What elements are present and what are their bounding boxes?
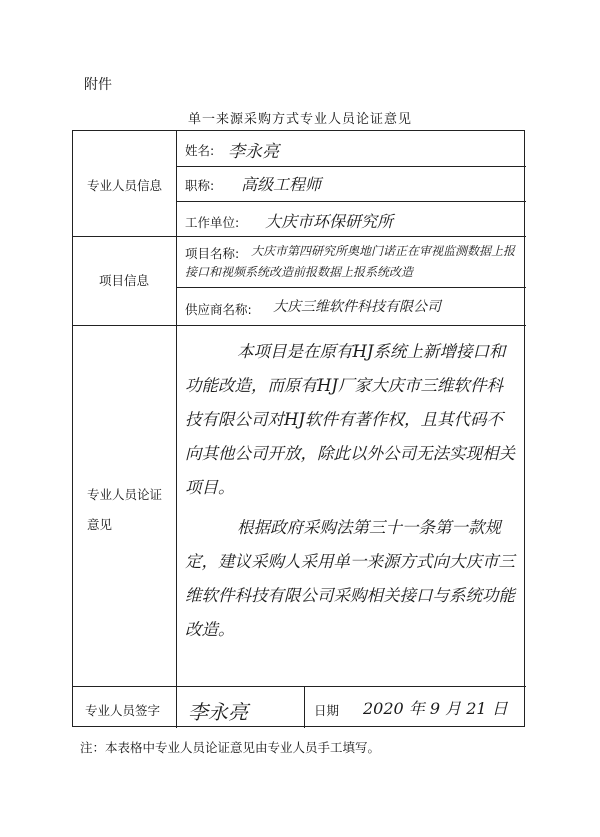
signature: 李永亮: [188, 700, 248, 724]
footnote: 注：本表格中专业人员论证意见由专业人员手工填写。: [80, 740, 381, 755]
date-label: 日期: [314, 703, 340, 718]
column-divider: [176, 131, 177, 686]
supplier-label: 供应商名称:: [185, 302, 252, 317]
row-divider: [176, 287, 526, 288]
supplier-value: 大庆三维软件科技有限公司: [273, 299, 441, 315]
opinion-paragraph-2: 根据政府采购法第三十一条第一款规定，建议采购人采用单一来源方式向大庆市三维软件科技有限公司采购相关接口与系统功能改造。: [185, 518, 515, 639]
document-title: 单一来源采购方式专业人员论证意见: [187, 112, 412, 127]
section-divider: [73, 236, 526, 237]
attachment-label: 附件: [84, 77, 112, 93]
date-value: 2020 年 9 月 21 日: [363, 699, 508, 718]
row-divider: [176, 166, 526, 167]
project-name-label: 项目名称:: [185, 246, 240, 261]
unit-label: 工作单位:: [185, 215, 240, 230]
row-divider: [176, 201, 526, 202]
project-info-label: 项目信息: [99, 273, 150, 288]
signature-label: 专业人员签字: [85, 703, 161, 718]
title-value: 高级工程师: [241, 175, 322, 194]
signature-divider: [176, 686, 177, 728]
expert-info-label: 专业人员信息: [87, 178, 163, 193]
name-label: 姓名:: [185, 143, 215, 158]
opinion-label-line1: 专业人员论证: [87, 487, 163, 502]
opinion-label-line2: 意见: [87, 517, 113, 532]
project-name-value: 大庆市第四研究所奥地门诺正在审视监测数据上报接口和视频系统改造前报数据上报系统改造: [185, 244, 516, 279]
opinion-paragraph-1: 本项目是在原有HJ系统上新增接口和功能改造，而原有HJ厂家大庆市三维软件科技有限公司对HJ软件有著作权，且其代码不向其他公司开放，除此以外公司无法实现相关项目。: [185, 342, 515, 497]
section-divider: [73, 325, 526, 326]
date-divider: [304, 686, 305, 728]
name-value: 李永亮: [228, 142, 279, 162]
unit-value: 大庆市环保研究所: [265, 212, 394, 231]
opinion-form: [72, 130, 525, 727]
title-label: 职称:: [185, 178, 215, 193]
section-divider: [73, 686, 526, 687]
